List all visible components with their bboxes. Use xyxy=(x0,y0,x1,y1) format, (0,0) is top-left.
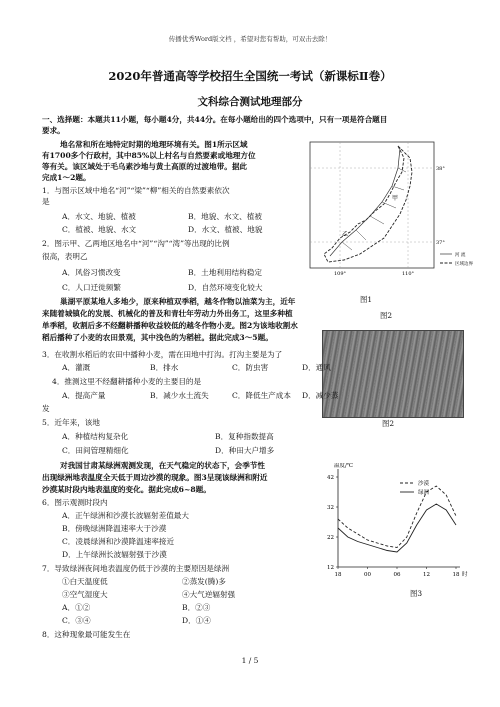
q5-option-a: A．种植结构复杂化 xyxy=(62,432,129,441)
intro2-line-1: 巢湖平原某地人多地少，原来种植双季稻，越冬作物以油菜为主，近年 xyxy=(60,297,296,306)
q7-option-b: B．②③ xyxy=(182,603,211,612)
intro2-line-2: 来随着城镇化的发展、机械化的普及和青壮年劳动力外出务工，这里多种植 xyxy=(42,309,293,318)
farmland-photo xyxy=(322,330,464,418)
x-tick-label: 18 xyxy=(334,572,342,578)
q7-stem: 7．导致绿洲夜间地表温度仍低于沙漠的主要原因是绿洲 xyxy=(42,564,230,573)
q2-stem-1: 2．图示甲、乙两地区地名中“河”“沟”“湾”等出现的比例 xyxy=(42,239,230,248)
figure-2-caption-top: 图2 xyxy=(380,311,393,320)
y-tick-label: 12 xyxy=(327,565,334,571)
intro2-line-3: 单季稻，收割后多不经翻耕播种收益较低的越冬作物小麦。图2为该地收割水 xyxy=(42,321,298,330)
q6-option-b: B．傍晚绿洲降温速率大于沙漠 xyxy=(62,524,167,533)
q2-option-a: A．风俗习惯改变 xyxy=(62,268,121,277)
x-tick-label: 00 xyxy=(364,572,371,578)
q6-stem: 6．图示观测时段内 xyxy=(42,498,108,507)
series-line-desert xyxy=(338,486,456,548)
q1-option-b: B．地貌、水文、植被 xyxy=(188,212,262,221)
intro1-line-1: 地名常和所在地特定时期的地理环境有关。图1所示区域 xyxy=(60,140,248,149)
q1-stem-1: 1．与图示区域中地名“河”“梁”“柳”相关的自然要素依次 xyxy=(42,186,230,195)
series-line-oasis xyxy=(338,504,456,552)
q3-option-d: D．通风 xyxy=(302,363,331,372)
chart-legend xyxy=(400,479,430,496)
q1-option-d: D．水文、植被、地貌 xyxy=(188,225,263,234)
section-1-line-2: 要求。 xyxy=(42,126,65,135)
intro3-line-3: 沙漠某时段内地表温度的变化。据此完成6~8题。 xyxy=(42,485,211,494)
page-title: 2020年普通高等学校招生全国统一考试（新课标Ⅱ卷） xyxy=(108,69,392,83)
intro1-line-4: 完成1～2题。 xyxy=(42,173,91,182)
section-1-line-1: 一、选择题：本题共11小题，每小题4分，共44分。在每小题给出的四个选项中，只有一项是符合题目 xyxy=(42,115,388,124)
x-tick-label: 18 xyxy=(452,572,460,578)
figure-3-caption: 图3 xyxy=(410,589,423,598)
q1-option-c: C．植被、地貌、水文 xyxy=(62,225,137,234)
legend-label: 沙漠 xyxy=(418,481,430,487)
main-river xyxy=(330,148,400,256)
page-number: 1 / 5 xyxy=(241,656,259,665)
q7-item-1: ①白天温度低 xyxy=(62,577,108,586)
q2-stem-2: 很高，表明乙 xyxy=(42,252,88,261)
page-header: 传播优秀Word版文档 ，希望对您有帮助，可双击去除！ xyxy=(168,35,332,43)
q2-option-c: C．人口迁徙频繁 xyxy=(62,283,121,292)
q7-item-2: ②蒸发(腾)多 xyxy=(182,577,226,586)
chart-ticks xyxy=(327,475,460,578)
intro1-line-3: 等有关。该区域处于毛乌素沙地与黄土高原的过渡地带。据此 xyxy=(42,162,248,171)
temperature-chart xyxy=(310,463,470,581)
q5-stem: 5．近年来，该地 xyxy=(42,418,100,427)
intro1-line-2: 有1700多个行政村，其中85%以上村名与自然要素或地理方位 xyxy=(42,151,256,160)
lat-38-label: 38° xyxy=(436,166,445,172)
q7-item-4: ④大气逆辐射强 xyxy=(182,590,236,599)
lon-109-label: 109° xyxy=(334,271,347,277)
q4-option-a: A．提高产量 xyxy=(62,391,106,400)
q1-stem-2: 是 xyxy=(42,197,50,206)
lat-37-label: 37° xyxy=(436,240,445,246)
q2-option-d: D．自然环境变化较大 xyxy=(188,283,263,292)
x-tick-label: 06 xyxy=(393,572,401,578)
q4-option-d: D．减少蒸 xyxy=(302,391,339,400)
y-axis-label: 温度/℃ xyxy=(334,463,354,469)
q4-option-c: C．降低生产成本 xyxy=(232,391,291,400)
q5-option-d: D．种田大户增多 xyxy=(215,446,275,455)
q7-option-c: C．③④ xyxy=(62,616,91,625)
legend-label: 绿洲 xyxy=(418,490,430,496)
map-frame xyxy=(310,142,434,268)
q7-option-a: A．①② xyxy=(62,603,91,612)
figure-2-caption: 图2 xyxy=(382,419,395,428)
q3-option-a: A．灌溉 xyxy=(62,363,91,372)
q7-item-3: ③空气湿度大 xyxy=(62,590,108,599)
label-yi: 乙 xyxy=(342,231,349,238)
lon-110-label: 110° xyxy=(402,271,415,277)
q4-option-d-wrap: 发 xyxy=(42,404,50,413)
x-axis-label: 时 xyxy=(462,572,468,578)
q6-option-d: D．上午绿洲长波辐射强于沙漠 xyxy=(62,550,167,559)
chart-series xyxy=(338,486,456,552)
q4-option-b: B．减少水土流失 xyxy=(150,391,209,400)
intro2-line-4: 稻后播种了小麦的农田景观，其中浅色的为稻桩。据此完成3～5题。 xyxy=(42,333,273,342)
x-tick-label: 12 xyxy=(423,572,430,578)
q3-stem: 3．在收割水稻后的农田中播种小麦，需在田地中打沟。打沟主要是为了 xyxy=(42,350,283,359)
q4-stem: 4．推测这里不经翻耕播种小麦的主要目的是 xyxy=(52,377,202,386)
q5-option-c: C．田间管理精细化 xyxy=(62,446,129,455)
q8-stem: 8．这种现象最可能发生在 xyxy=(42,630,131,639)
tributary-rivers xyxy=(342,168,406,250)
q2-option-b: B．土地利用结构稳定 xyxy=(188,268,262,277)
legend-boundary-label: 区域边界 xyxy=(455,262,473,267)
q3-option-c: C．防虫害 xyxy=(232,363,269,372)
q1-option-a: A．水文、地貌、植被 xyxy=(62,212,136,221)
figure-1-caption: 图1 xyxy=(360,295,373,304)
intro3-line-2: 出现绿洲地表温度全天低于周边沙漠的现象。图3呈现该绿洲和附近 xyxy=(42,473,268,482)
q6-option-c: C．凌晨绿洲和沙漠降温速率接近 xyxy=(62,537,175,546)
q6-option-a: A．正午绿洲和沙漠长波辐射差值最大 xyxy=(62,511,189,520)
y-tick-label: 22 xyxy=(327,535,334,541)
y-tick-label: 42 xyxy=(327,475,334,481)
q7-option-d: D．①④ xyxy=(182,616,211,625)
y-tick-label: 32 xyxy=(327,505,334,511)
region-map xyxy=(300,138,480,286)
chart-axes xyxy=(334,463,468,578)
intro3-line-1: 对我国甘肃某绿洲观测发现，在天气稳定的状态下，会季节性 xyxy=(60,461,266,470)
page-subtitle: 文科综合测试地理部分 xyxy=(197,96,303,108)
q5-option-b: B．复种指数提高 xyxy=(215,432,274,441)
legend-river-label: 河 流 xyxy=(455,253,466,258)
q3-option-b: B．排水 xyxy=(150,363,179,372)
label-jia: 甲 xyxy=(392,195,399,202)
